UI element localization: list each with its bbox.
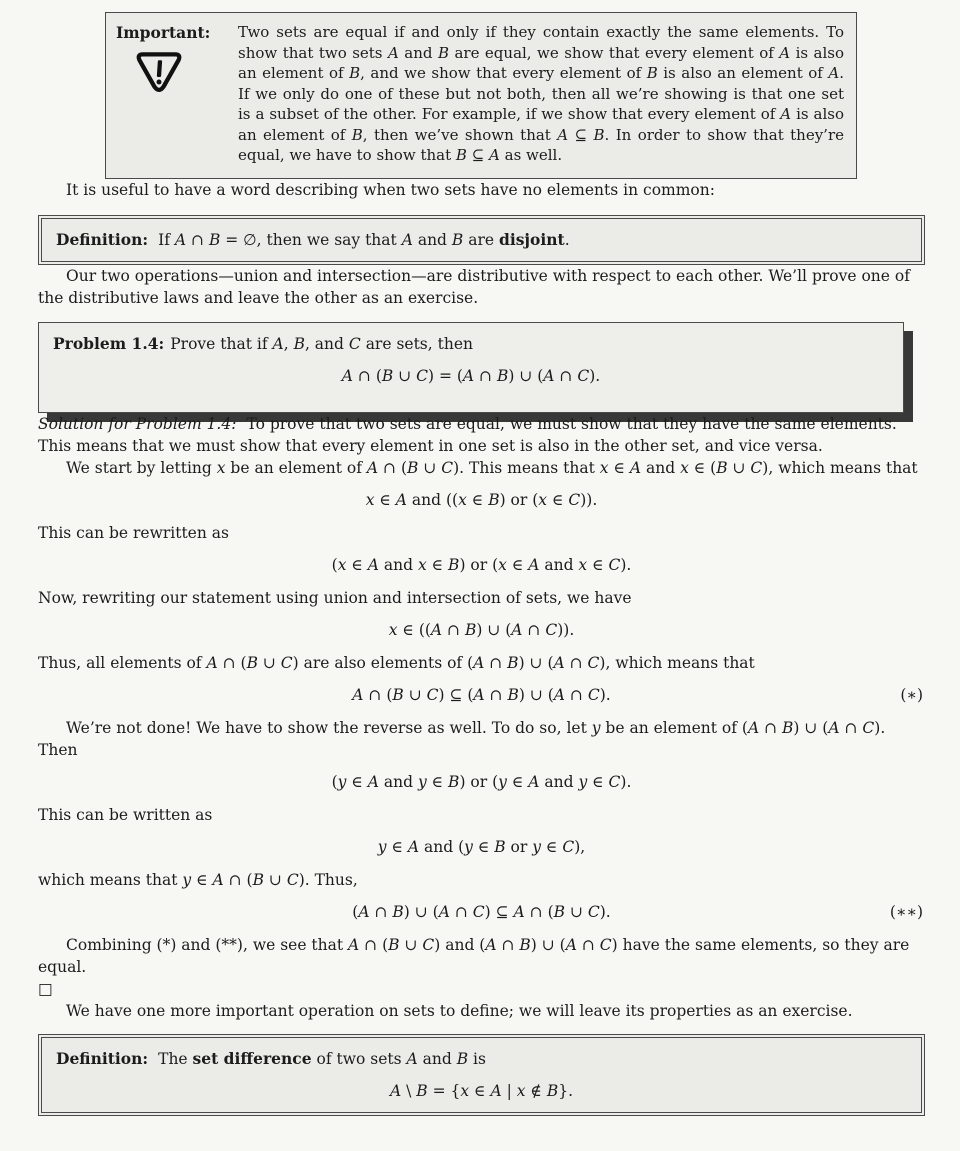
definition-box-disjoint-inner [41, 218, 922, 262]
definition-setdiff-text: The set difference of two sets A and B is [158, 1048, 486, 1068]
paragraph-now-rewriting: Now, rewriting our statement using union and intersection of sets, we have [38, 588, 632, 607]
problem-statement-text: Prove that if A, B, and C are sets, then [170, 334, 473, 353]
formula-text: x ∈ ((A ∩ B) ∪ (A ∩ C)). [388, 620, 575, 639]
important-label: Important: [116, 23, 211, 42]
formula-text: A ∩ (B ∪ C) ⊆ (A ∩ B) ∪ (A ∩ C). [352, 685, 611, 704]
formula-text: y ∈ A and (y ∈ B or y ∈ C), [377, 837, 586, 856]
definition-setdiff-line [56, 1048, 907, 1070]
formula-text: x ∈ A and ((x ∈ B) or (x ∈ C)). [365, 490, 598, 509]
paragraph-solution-intro [38, 413, 925, 457]
definition-disjoint-text: If A ∩ B = ∅, then we say that A and B are disjoint. [158, 229, 570, 249]
paragraph-disjoint-intro: It is useful to have a word describing when two sets have no elements in common: [66, 180, 715, 199]
display-formula-1 [38, 490, 925, 511]
equation-tag-double-star: (∗∗) [889, 902, 923, 921]
formula-text: A \ B = {x ∈ A | x ∉ B}. [390, 1081, 573, 1100]
important-box [105, 12, 857, 179]
solution-intro-text: To prove that two sets are equal, we must show that they have the same elements. This means that we must show that every element in one set is also in the other set, and vice versa. [38, 414, 897, 455]
paragraph-which-means: which means that y ∈ A ∩ (B ∪ C). Thus, [38, 870, 358, 889]
paragraph-combining: Combining (*) and (**), we see that A ∩ (B ∪ C) and (A ∩ B) ∪ (A ∩ C) have the same elements, so they are equal. [38, 935, 910, 976]
formula-text: A ∩ (B ∪ C) = (A ∩ B) ∪ (A ∩ C). [341, 366, 601, 385]
paragraph-one-more: We have one more important operation on sets to define; we will leave its properties as an exercise. [66, 1001, 853, 1020]
solution-lead-in: Solution for Problem 1.4: [38, 414, 237, 433]
equation-tag-star: (∗) [900, 685, 923, 704]
problem-box [38, 322, 904, 413]
display-formula-4 [38, 685, 925, 706]
definition-box-set-difference-inner [41, 1037, 922, 1113]
paragraph-start: We start by letting x be an element of A ∩ (B ∪ C). This means that x ∈ A and x ∈ (B ∪ C), which means that [66, 458, 918, 477]
definition-label: Definition: [56, 1048, 149, 1068]
important-text: Two sets are equal if and only if they contain exactly the same elements. To show that two sets A and B are equal, we show that every element of A is also an element of B, and we show that every element of B is also an element of A. If we only do one of these but not both, then all we’re showing is that one set is a subset of the other. For example, if we show that every element of A is also an element of B, then we’ve shown that A ⊆ B. In order to show that they’re equal, we have to show that B ⊆ A as well. [238, 23, 845, 164]
display-formula-6 [38, 837, 925, 858]
display-formula-5 [38, 772, 925, 793]
display-formula-2 [38, 555, 925, 576]
problem-statement-line [53, 333, 889, 355]
display-formula-3 [38, 620, 925, 641]
problem-display-formula [53, 366, 889, 387]
definition-box-disjoint [38, 215, 925, 265]
problem-label: Problem 1.4: [53, 333, 165, 353]
paragraph-written-as: This can be written as [38, 805, 213, 824]
paragraph-thus: Thus, all elements of A ∩ (B ∪ C) are also elements of (A ∩ B) ∪ (A ∩ C), which means that [38, 653, 755, 672]
paragraph-rewrite: This can be rewritten as [38, 523, 229, 542]
paragraph-not-done: We’re not done! We have to show the reverse as well. To do so, let y be an element of (A ∩ B) ∪ (A ∩ C). Then [38, 718, 886, 759]
definition-label: Definition: [56, 229, 149, 249]
formula-text: (x ∈ A and x ∈ B) or (x ∈ A and x ∈ C). [331, 555, 632, 574]
formula-text: (y ∈ A and y ∈ B) or (y ∈ A and y ∈ C). [331, 772, 632, 791]
definition-disjoint-line [56, 229, 907, 251]
important-label-column [116, 22, 222, 166]
definition-box-set-difference [38, 1034, 925, 1116]
formula-text: (A ∩ B) ∪ (A ∩ C) ⊆ A ∩ (B ∪ C). [352, 902, 611, 921]
setdiff-display-formula [56, 1081, 907, 1102]
warning-exclamation-icon [136, 51, 182, 93]
paragraph-distributive: Our two operations—union and intersection—are distributive with respect to each other. We’ll prove one of the distributive laws and leave the other as an exercise. [38, 266, 910, 307]
display-formula-7 [38, 902, 925, 923]
qed-square: □ [38, 979, 53, 998]
